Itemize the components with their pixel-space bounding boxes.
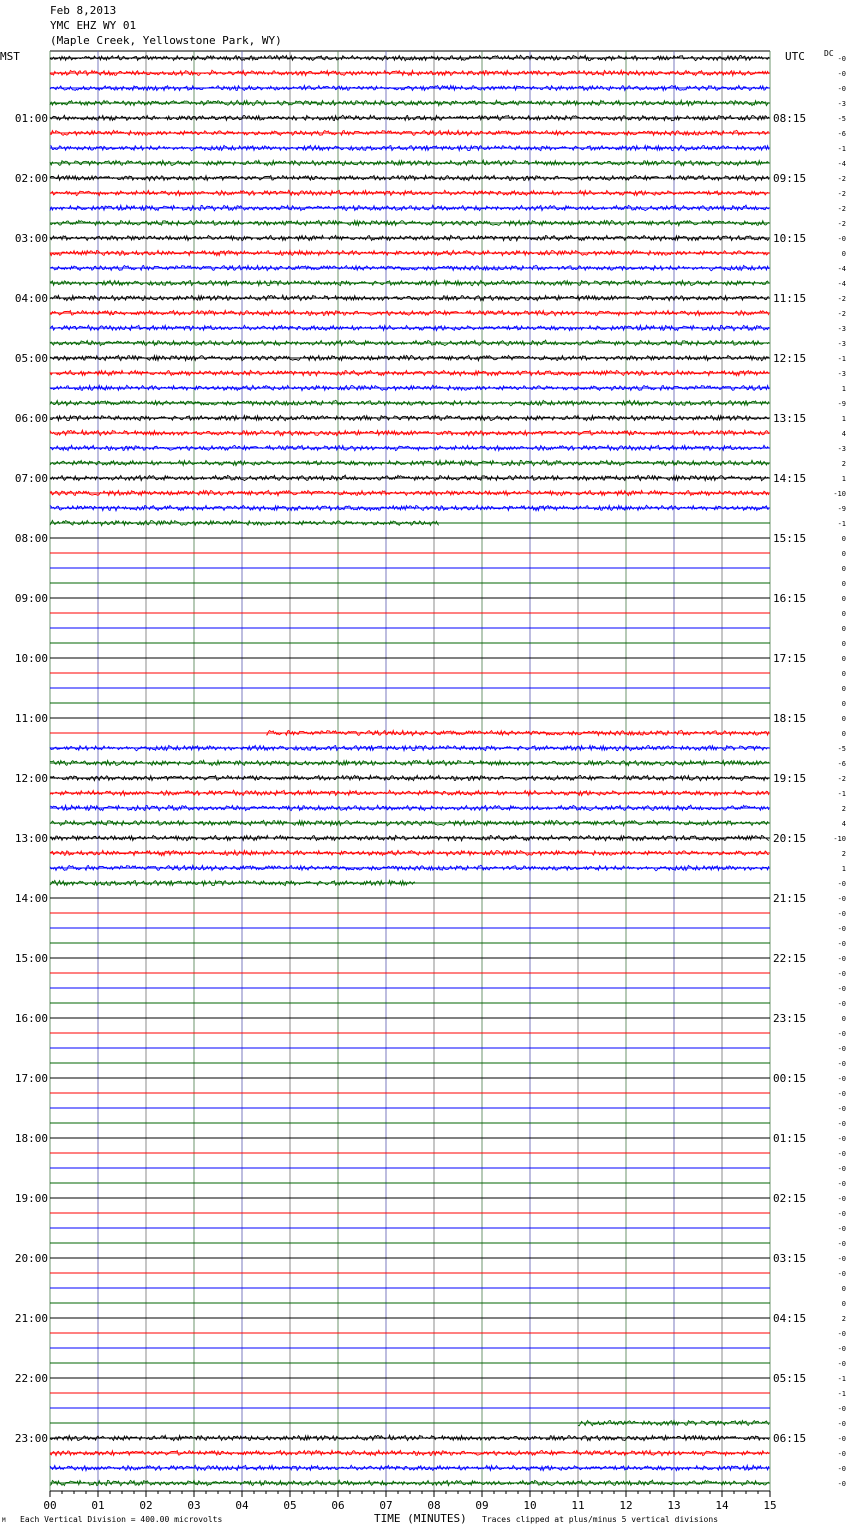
dc-offset-label: 0 (841, 580, 846, 588)
left-hour-label: 21:00 (14, 1312, 48, 1325)
right-hour-label: 10:15 (773, 232, 807, 245)
dc-offset-label: 0 (841, 610, 846, 618)
dc-offset-label: 0 (841, 550, 846, 558)
dc-offset-label: -2 (837, 775, 846, 783)
left-hour-label: 09:00 (14, 592, 48, 605)
dc-offset-label: -0 (837, 1480, 846, 1488)
x-tick-label: 14 (715, 1499, 729, 1512)
dc-offset-label: -0 (837, 1180, 846, 1188)
left-hour-label: 01:00 (14, 112, 48, 125)
dc-offset-label: -0 (837, 1450, 846, 1458)
right-hour-label: 20:15 (773, 832, 807, 845)
clip-note: Traces clipped at plus/minus 5 vertical divisions (482, 1515, 719, 1524)
dc-offset-label: -2 (837, 175, 846, 183)
dc-offset-label: -0 (837, 1240, 846, 1248)
dc-offset-label: -9 (837, 400, 846, 408)
left-hour-label: 15:00 (14, 952, 48, 965)
left-timezone-label: MST (0, 50, 20, 63)
dc-offset-label: -0 (837, 85, 846, 93)
dc-offset-label: 0 (841, 535, 846, 543)
dc-offset-label: -0 (837, 1465, 846, 1473)
right-hour-label: 01:15 (773, 1132, 807, 1145)
dc-offset-label: -0 (837, 1210, 846, 1218)
dc-offset-label: -0 (837, 1270, 846, 1278)
dc-column-label: DC (824, 49, 834, 58)
dc-offset-label: 0 (841, 730, 846, 738)
dc-offset-label: -3 (837, 445, 846, 453)
dc-offset-label: -0 (837, 55, 846, 63)
right-hour-label: 15:15 (773, 532, 807, 545)
x-tick-label: 09 (475, 1499, 489, 1512)
left-hour-label: 12:00 (14, 772, 48, 785)
dc-offset-label: -2 (837, 190, 846, 198)
right-hour-label: 13:15 (773, 412, 807, 425)
dc-offset-label: -1 (837, 790, 846, 798)
x-tick-label: 08 (427, 1499, 441, 1512)
right-hour-label: 09:15 (773, 172, 807, 185)
left-hour-label: 16:00 (14, 1012, 48, 1025)
dc-offset-label: -1 (837, 355, 846, 363)
dc-offset-label: 0 (841, 1015, 846, 1023)
dc-offset-label: -0 (837, 235, 846, 243)
dc-offset-label: 4 (841, 820, 846, 828)
dc-offset-label: -1 (837, 145, 846, 153)
right-hour-label: 12:15 (773, 352, 807, 365)
left-hour-label: 08:00 (14, 532, 48, 545)
right-hour-label: 21:15 (773, 892, 807, 905)
x-tick-label: 15 (763, 1499, 777, 1512)
right-timezone-label: UTC (785, 50, 805, 63)
dc-offset-label: 0 (841, 655, 846, 663)
dc-offset-label: 2 (841, 850, 846, 858)
x-tick-label: 04 (235, 1499, 249, 1512)
dc-offset-label: -0 (837, 1075, 846, 1083)
seismic-trace (50, 355, 769, 360)
left-hour-label: 10:00 (14, 652, 48, 665)
dc-offset-label: -0 (837, 1225, 846, 1233)
dc-offset-label: -4 (837, 280, 846, 288)
dc-offset-label: 1 (841, 385, 846, 393)
dc-offset-label: 0 (841, 640, 846, 648)
left-hour-label: 17:00 (14, 1072, 48, 1085)
right-hour-label: 08:15 (773, 112, 807, 125)
dc-offset-label: -3 (837, 370, 846, 378)
dc-offset-label: -0 (837, 1045, 846, 1053)
dc-offset-label: -6 (837, 760, 846, 768)
dc-offset-label: -0 (837, 985, 846, 993)
right-hour-label: 02:15 (773, 1192, 807, 1205)
dc-offset-label: 2 (841, 460, 846, 468)
dc-offset-label: -0 (837, 1405, 846, 1413)
dc-offset-label: -0 (837, 1120, 846, 1128)
dc-offset-label: 0 (841, 625, 846, 633)
right-hour-label: 14:15 (773, 472, 807, 485)
dc-offset-label: -6 (837, 130, 846, 138)
dc-offset-label: -2 (837, 205, 846, 213)
left-hour-label: 06:00 (14, 412, 48, 425)
dc-offset-label: -0 (837, 1105, 846, 1113)
left-hour-label: 18:00 (14, 1132, 48, 1145)
right-hour-label: 22:15 (773, 952, 807, 965)
dc-offset-label: 2 (841, 1315, 846, 1323)
dc-offset-label: -4 (837, 160, 846, 168)
left-hour-label: 22:00 (14, 1372, 48, 1385)
dc-offset-label: 1 (841, 865, 846, 873)
dc-offset-label: -2 (837, 295, 846, 303)
dc-offset-label: -0 (837, 910, 846, 918)
dc-offset-label: -0 (837, 1255, 846, 1263)
x-tick-label: 00 (43, 1499, 57, 1512)
left-hour-label: 11:00 (14, 712, 48, 725)
dc-offset-label: -0 (837, 1090, 846, 1098)
x-axis-title: TIME (MINUTES) (374, 1512, 467, 1525)
dc-offset-label: -3 (837, 100, 846, 108)
dc-offset-label: -0 (837, 70, 846, 78)
dc-offset-label: -0 (837, 925, 846, 933)
right-hour-label: 18:15 (773, 712, 807, 725)
left-hour-label: 14:00 (14, 892, 48, 905)
dc-offset-label: 0 (841, 670, 846, 678)
x-tick-label: 01 (91, 1499, 105, 1512)
dc-offset-label: 0 (841, 595, 846, 603)
dc-offset-label: 1 (841, 475, 846, 483)
right-hour-label: 00:15 (773, 1072, 807, 1085)
dc-offset-label: -0 (837, 970, 846, 978)
dc-offset-label: 0 (841, 685, 846, 693)
dc-offset-label: -0 (837, 955, 846, 963)
x-tick-label: 10 (523, 1499, 537, 1512)
dc-offset-label: -0 (837, 1360, 846, 1368)
dc-offset-label: -9 (837, 505, 846, 513)
right-hour-label: 17:15 (773, 652, 807, 665)
dc-offset-label: -0 (837, 1000, 846, 1008)
left-hour-label: 13:00 (14, 832, 48, 845)
right-hour-label: 19:15 (773, 772, 807, 785)
left-hour-label: 23:00 (14, 1432, 48, 1445)
dc-offset-label: -0 (837, 1195, 846, 1203)
dc-offset-label: -0 (837, 1420, 846, 1428)
right-hour-label: 23:15 (773, 1012, 807, 1025)
station-location: (Maple Creek, Yellowstone Park, WY) (50, 34, 282, 47)
x-tick-label: 02 (139, 1499, 153, 1512)
left-hour-label: 03:00 (14, 232, 48, 245)
x-tick-label: 12 (619, 1499, 633, 1512)
dc-offset-label: 0 (841, 700, 846, 708)
right-hour-label: 04:15 (773, 1312, 807, 1325)
dc-offset-label: 4 (841, 430, 846, 438)
plot-date: Feb 8,2013 (50, 4, 117, 17)
left-hour-label: 07:00 (14, 472, 48, 485)
dc-offset-label: -1 (837, 520, 846, 528)
seismic-trace (266, 730, 769, 735)
dc-offset-label: 0 (841, 715, 846, 723)
dc-offset-label: -0 (837, 1165, 846, 1173)
left-hour-label: 20:00 (14, 1252, 48, 1265)
dc-offset-label: -0 (837, 1435, 846, 1443)
dc-offset-label: -3 (837, 340, 846, 348)
x-tick-label: 13 (667, 1499, 681, 1512)
left-hour-label: 04:00 (14, 292, 48, 305)
x-tick-label: 05 (283, 1499, 297, 1512)
dc-offset-label: -0 (837, 940, 846, 948)
dc-offset-label: 2 (841, 805, 846, 813)
dc-offset-label: 1 (841, 415, 846, 423)
dc-offset-label: -0 (837, 1135, 846, 1143)
dc-offset-label: -2 (837, 220, 846, 228)
dc-offset-label: -0 (837, 1030, 846, 1038)
dc-offset-label: 0 (841, 1285, 846, 1293)
dc-offset-label: -0 (837, 1150, 846, 1158)
dc-offset-label: -1 (837, 1375, 846, 1383)
dc-offset-label: 0 (841, 250, 846, 258)
seismic-trace (50, 340, 769, 345)
dc-offset-label: -0 (837, 895, 846, 903)
dc-offset-label: -3 (837, 325, 846, 333)
x-tick-label: 06 (331, 1499, 345, 1512)
dc-offset-label: -1 (837, 1390, 846, 1398)
right-hour-label: 16:15 (773, 592, 807, 605)
x-tick-label: 07 (379, 1499, 393, 1512)
right-hour-label: 03:15 (773, 1252, 807, 1265)
dc-offset-label: 0 (841, 1300, 846, 1308)
dc-offset-label: -0 (837, 1330, 846, 1338)
left-hour-label: 05:00 (14, 352, 48, 365)
dc-offset-label: -10 (833, 835, 846, 843)
dc-offset-label: -10 (833, 490, 846, 498)
corner-mark: M (2, 1517, 6, 1524)
x-tick-label: 03 (187, 1499, 201, 1512)
dc-offset-label: -5 (837, 115, 846, 123)
station-name: YMC EHZ WY 01 (50, 19, 137, 32)
right-hour-label: 06:15 (773, 1432, 807, 1445)
x-tick-label: 11 (571, 1499, 585, 1512)
vertical-division-note: Each Vertical Division = 400.00 microvolts (20, 1515, 223, 1524)
right-hour-label: 05:15 (773, 1372, 807, 1385)
dc-offset-label: 0 (841, 565, 846, 573)
dc-offset-label: -5 (837, 745, 846, 753)
dc-offset-label: -4 (837, 265, 846, 273)
left-hour-label: 19:00 (14, 1192, 48, 1205)
dc-offset-label: -0 (837, 1345, 846, 1353)
right-hour-label: 11:15 (773, 292, 807, 305)
dc-offset-label: -0 (837, 880, 846, 888)
left-hour-label: 02:00 (14, 172, 48, 185)
dc-offset-label: -0 (837, 1060, 846, 1068)
dc-offset-label: -2 (837, 310, 846, 318)
